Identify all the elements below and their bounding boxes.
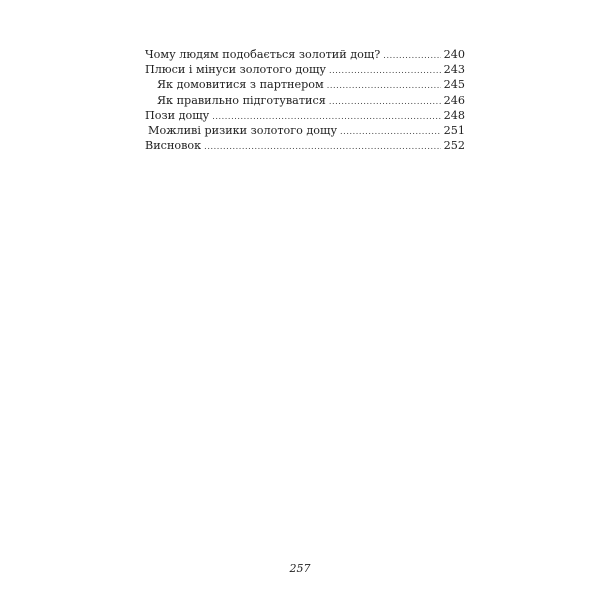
toc-entry-title: Як домовитися з партнером	[157, 78, 324, 92]
toc-entry-page: 251	[443, 123, 465, 137]
toc-entry-page: 246	[443, 93, 465, 107]
toc-dot-leader	[327, 78, 441, 93]
page-number: 257	[289, 562, 311, 575]
toc-entry-page: 240	[443, 48, 465, 61]
toc-subentry	[145, 77, 465, 92]
toc-dot-leader	[212, 109, 440, 124]
toc-dot-leader	[383, 48, 440, 63]
toc-subentry	[145, 123, 465, 138]
toc-entry-page: 252	[443, 139, 465, 153]
toc-dot-leader	[329, 94, 441, 109]
toc-entry	[145, 138, 465, 153]
toc-entry	[145, 108, 465, 123]
toc-entry-title: Чому людям подобається золотий дощ?	[145, 48, 381, 61]
toc-entry-page: 245	[443, 78, 465, 92]
toc-entry-title: Плюси і мінуси золотого дощу	[145, 63, 326, 77]
toc-entry	[145, 47, 465, 62]
toc-dot-leader	[340, 124, 441, 139]
toc-entry-title: Як правильно підготуватися	[157, 93, 326, 107]
toc-entry	[145, 62, 465, 77]
table-of-contents	[145, 47, 465, 153]
toc-entry-page: 248	[443, 108, 465, 122]
toc-entry-title: Висновок	[145, 139, 202, 153]
toc-subentry	[145, 93, 465, 108]
toc-entry-title: Пози дощу	[145, 108, 210, 122]
toc-entry-title: Можливі ризики золотого дощу	[148, 123, 338, 137]
toc-entry-page: 243	[443, 63, 465, 77]
toc-dot-leader	[204, 139, 440, 154]
toc-dot-leader	[329, 63, 441, 78]
